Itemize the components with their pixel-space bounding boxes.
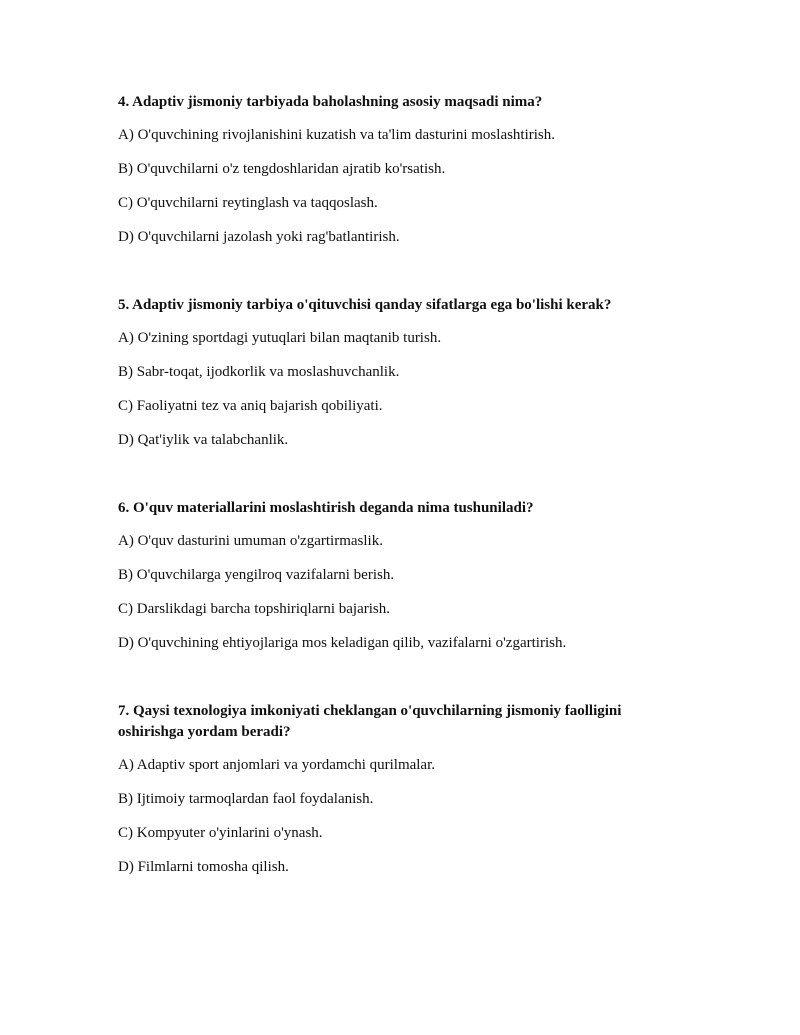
answer-option-d: D) O'quvchining ehtiyojlariga mos keladigan qilib, vazifalarni o'zgartirish.: [118, 635, 567, 651]
answer-option-d: D) O'quvchilarni jazolash yoki rag'batlantirish.: [118, 229, 400, 245]
answer-option-c: C) Faoliyatni tez va aniq bajarish qobiliyati.: [118, 398, 383, 414]
answer-option-d: D) Qat'iylik va talabchanlik.: [118, 432, 289, 448]
question-6: [118, 498, 678, 653]
question-5: [118, 295, 678, 450]
answer-option-a: A) O'quv dasturini umuman o'zgartirmaslik.: [118, 533, 383, 549]
question-7: [118, 701, 678, 877]
question-title: 6. O'quv materiallarini moslashtirish deganda nima tushuniladi?: [118, 500, 534, 516]
answer-option-a: A) Adaptiv sport anjomlari va yordamchi qurilmalar.: [118, 757, 436, 773]
answer-option-c: C) Kompyuter o'yinlarini o'ynash.: [118, 825, 323, 841]
document-page: [118, 92, 678, 925]
answer-option-d: D) Filmlarni tomosha qilish.: [118, 859, 289, 875]
answer-option-b: B) O'quvchilarga yengilroq vazifalarni berish.: [118, 567, 395, 583]
answer-option-b: B) Ijtimoiy tarmoqlardan faol foydalanish.: [118, 791, 374, 807]
answer-option-c: C) Darslikdagi barcha topshiriqlarni bajarish.: [118, 601, 391, 617]
answer-option-a: A) O'zining sportdagi yutuqlari bilan maqtanib turish.: [118, 330, 442, 346]
question-title: 4. Adaptiv jismoniy tarbiyada baholashning asosiy maqsadi nima?: [118, 94, 543, 110]
question-title: 5. Adaptiv jismoniy tarbiya o'qituvchisi qanday sifatlarga ega bo'lishi kerak?: [118, 297, 612, 313]
answer-option-a: A) O'quvchining rivojlanishini kuzatish va ta'lim dasturini moslashtirish.: [118, 127, 556, 143]
answer-option-c: C) O'quvchilarni reytinglash va taqqoslash.: [118, 195, 378, 211]
question-title: 7. Qaysi texnologiya imkoniyati cheklangan o'quvchilarning jismoniy faolligini oshirishga yordam beradi?: [118, 703, 622, 740]
answer-option-b: B) Sabr-toqat, ijodkorlik va moslashuvchanlik.: [118, 364, 400, 380]
question-4: [118, 92, 678, 247]
answer-option-b: B) O'quvchilarni o'z tengdoshlaridan ajratib ko'rsatish.: [118, 161, 446, 177]
